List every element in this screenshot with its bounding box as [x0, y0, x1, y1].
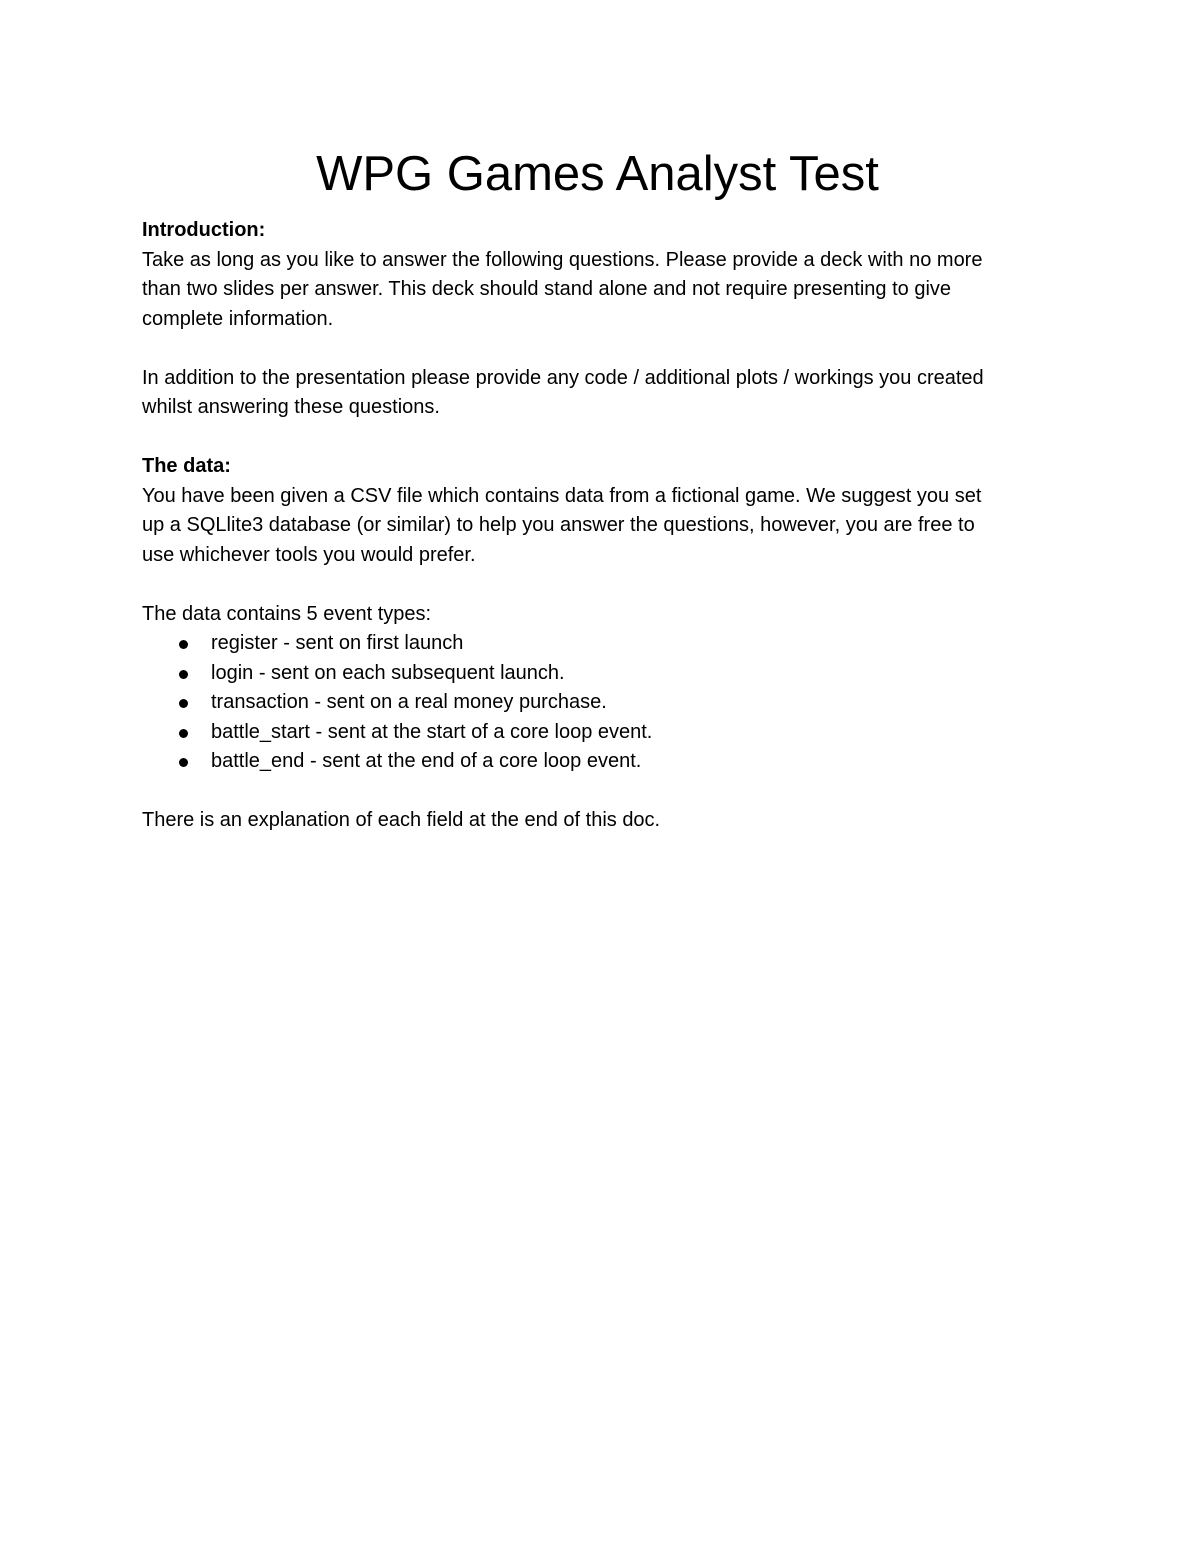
paragraph-spacer [142, 777, 1062, 807]
event-type-text: transaction - sent on a real money purchase. [211, 691, 607, 713]
bullet-icon [179, 758, 188, 767]
paragraph-spacer [142, 334, 1062, 364]
event-type-item [142, 688, 1062, 718]
document-body [142, 216, 1062, 836]
introduction-line: than two slides per answer. This deck should stand alone and not require presenting to give [142, 278, 952, 300]
event-type-text: login - sent on each subsequent launch. [211, 661, 565, 684]
introduction-line: complete information. [142, 307, 334, 330]
paragraph-spacer [142, 570, 1062, 600]
event-type-item [142, 747, 1062, 777]
event-type-text: battle_start - sent at the start of a core loop event. [211, 720, 653, 743]
event-types-intro: The data contains 5 event types: [142, 602, 432, 625]
event-type-text: register - sent on first launch [211, 632, 464, 654]
paragraph-spacer [142, 423, 1062, 453]
closing-note: There is an explanation of each field at the end of this doc. [142, 809, 661, 831]
addition-line: whilst answering these questions. [142, 396, 440, 418]
event-type-item [142, 659, 1062, 689]
data-heading: The data: [142, 455, 231, 477]
addition-line: In addition to the presentation please provide any code / additional plots / workings you created [142, 366, 984, 389]
bullet-icon [179, 699, 188, 708]
event-type-item [142, 718, 1062, 748]
introduction-line: Take as long as you like to answer the following questions. Please provide a deck with no more [142, 248, 983, 271]
event-types-list [142, 629, 1062, 777]
data-line: You have been given a CSV file which contains data from a fictional game. We suggest you set [142, 484, 982, 507]
data-line: up a SQLlite3 database (or similar) to help you answer the questions, however, you are free to [142, 514, 975, 536]
introduction-heading: Introduction: [142, 219, 266, 241]
event-type-item [142, 629, 1062, 659]
document-title: WPG Games Analyst Test [316, 147, 879, 201]
bullet-icon [179, 670, 188, 679]
event-type-text: battle_end - sent at the end of a core loop event. [211, 750, 642, 772]
data-line: use whichever tools you would prefer. [142, 543, 476, 566]
bullet-icon [179, 640, 188, 649]
bullet-icon [179, 729, 188, 738]
